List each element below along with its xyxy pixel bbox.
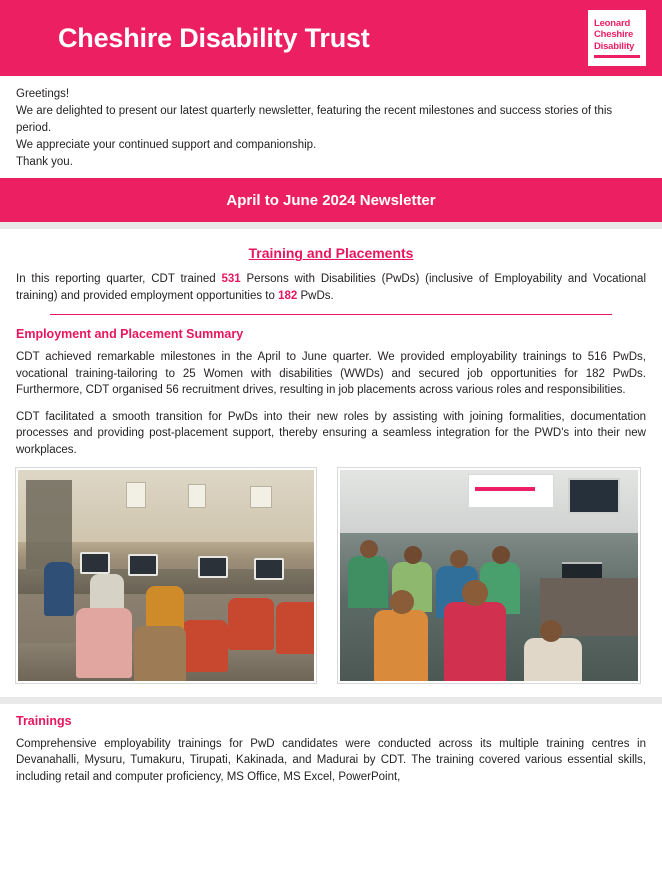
greeting-line-1: Greetings! (16, 88, 70, 100)
photo2-head-7 (540, 620, 562, 642)
photo-training-hall-audience (338, 468, 640, 683)
photo1-poster-b (188, 484, 206, 508)
logo-line-1: Leonard (594, 18, 631, 30)
photo1-chair-1 (228, 598, 274, 650)
photo2-head-6 (462, 580, 488, 606)
issue-banner (0, 178, 662, 222)
photo2-head-5 (390, 590, 414, 614)
intro-text-part-1: In this reporting quarter, CDT trained (16, 273, 222, 286)
photo1-person-5 (134, 626, 186, 683)
intro-text-part-2: Persons with Disabilities (PwDs) (inclusive of Employability and Vocational training) and provided employment opportunities to (16, 273, 647, 302)
photo-row (16, 468, 646, 683)
logo-line-2: Cheshire (594, 29, 634, 41)
photo1-poster-a (126, 482, 146, 508)
section-heading-training-placements: Training and Placements (248, 245, 414, 262)
greeting-block (0, 76, 662, 178)
greeting-line-2: We are delighted to present our latest quarterly newsletter, featuring the recent milestones and success stories of this period. (16, 104, 613, 134)
leonard-cheshire-disability-logo (588, 10, 646, 66)
photo2-head-2 (404, 546, 422, 564)
logo-line-3: Disability (594, 40, 635, 52)
masthead (0, 0, 662, 76)
section-divider (0, 222, 662, 229)
greeting-line-4: Thank you. (16, 155, 73, 168)
photo1-chair-2 (276, 602, 316, 654)
stat-trained-count: 531 (221, 273, 241, 286)
photo2-display-screen (568, 478, 620, 514)
photo2-head-3 (450, 550, 468, 568)
photo1-poster-c (250, 486, 272, 508)
main-content (0, 229, 662, 683)
photo2-person-7 (524, 638, 582, 683)
greeting-line-3: We appreciate your continued support and companionship. (16, 138, 317, 151)
stat-placed-count: 182 (278, 289, 298, 302)
logo-underline (594, 55, 640, 58)
photo1-chair-3 (182, 620, 228, 672)
page-bottom-fade (0, 859, 662, 869)
employment-summary-paragraph-1: CDT achieved remarkable milestones in the April to June quarter. We provided employability trainings to 516 PwDs, vocational training-tailoring to 25 Women with disabilities (WWDs) and secured job opportunities for 182 PwDs. Furthermore, CDT organised 56 recruitment drives, resulting in job placements across various roles and responsibilities. (16, 351, 646, 397)
photo2-head-4 (492, 546, 510, 564)
photo2-person-1 (348, 556, 388, 608)
photo1-monitor-1 (80, 552, 110, 574)
photo2-person-6 (444, 602, 506, 683)
photo1-person-4 (76, 608, 132, 678)
photo2-event-banner (468, 474, 554, 508)
trainings-paragraph: Comprehensive employability trainings for PwD candidates were conducted across its multiple training centres in Devanahalli, Mysuru, Tumakuru, Tirupati, Kakinada, and Madurai by CDT. The training covered various essential skills, including retail and computer proficiency, MS Office, MS Excel, PowerPoint, (16, 737, 646, 783)
trainings-section (0, 714, 662, 785)
page-title: Cheshire Disability Trust (58, 22, 370, 53)
subheading-employment-summary: Employment and Placement Summary (16, 327, 244, 342)
employment-summary-paragraph-2: CDT facilitated a smooth transition for PwDs into their new roles by assisting with joining formalities, documentation processes and providing post-placement support, thereby ensuring a seamless integration for the PWD's into their new workplaces. (16, 410, 646, 456)
photo2-head-1 (360, 540, 378, 558)
photo1-doorway (26, 480, 72, 572)
photo1-person-1 (44, 562, 74, 616)
intro-text-part-3: PwDs. (297, 289, 334, 302)
photo1-monitor-4 (254, 558, 284, 580)
photo1-monitor-2 (128, 554, 158, 576)
sub-rule (50, 314, 612, 315)
photo-computer-training-classroom (16, 468, 316, 683)
training-intro-paragraph (16, 271, 646, 304)
section-divider-2 (0, 697, 662, 704)
subheading-trainings: Trainings (16, 713, 72, 728)
photo1-monitor-3 (198, 556, 228, 578)
issue-banner-label: April to June 2024 Newsletter (226, 191, 436, 209)
photo2-person-5 (374, 610, 428, 683)
